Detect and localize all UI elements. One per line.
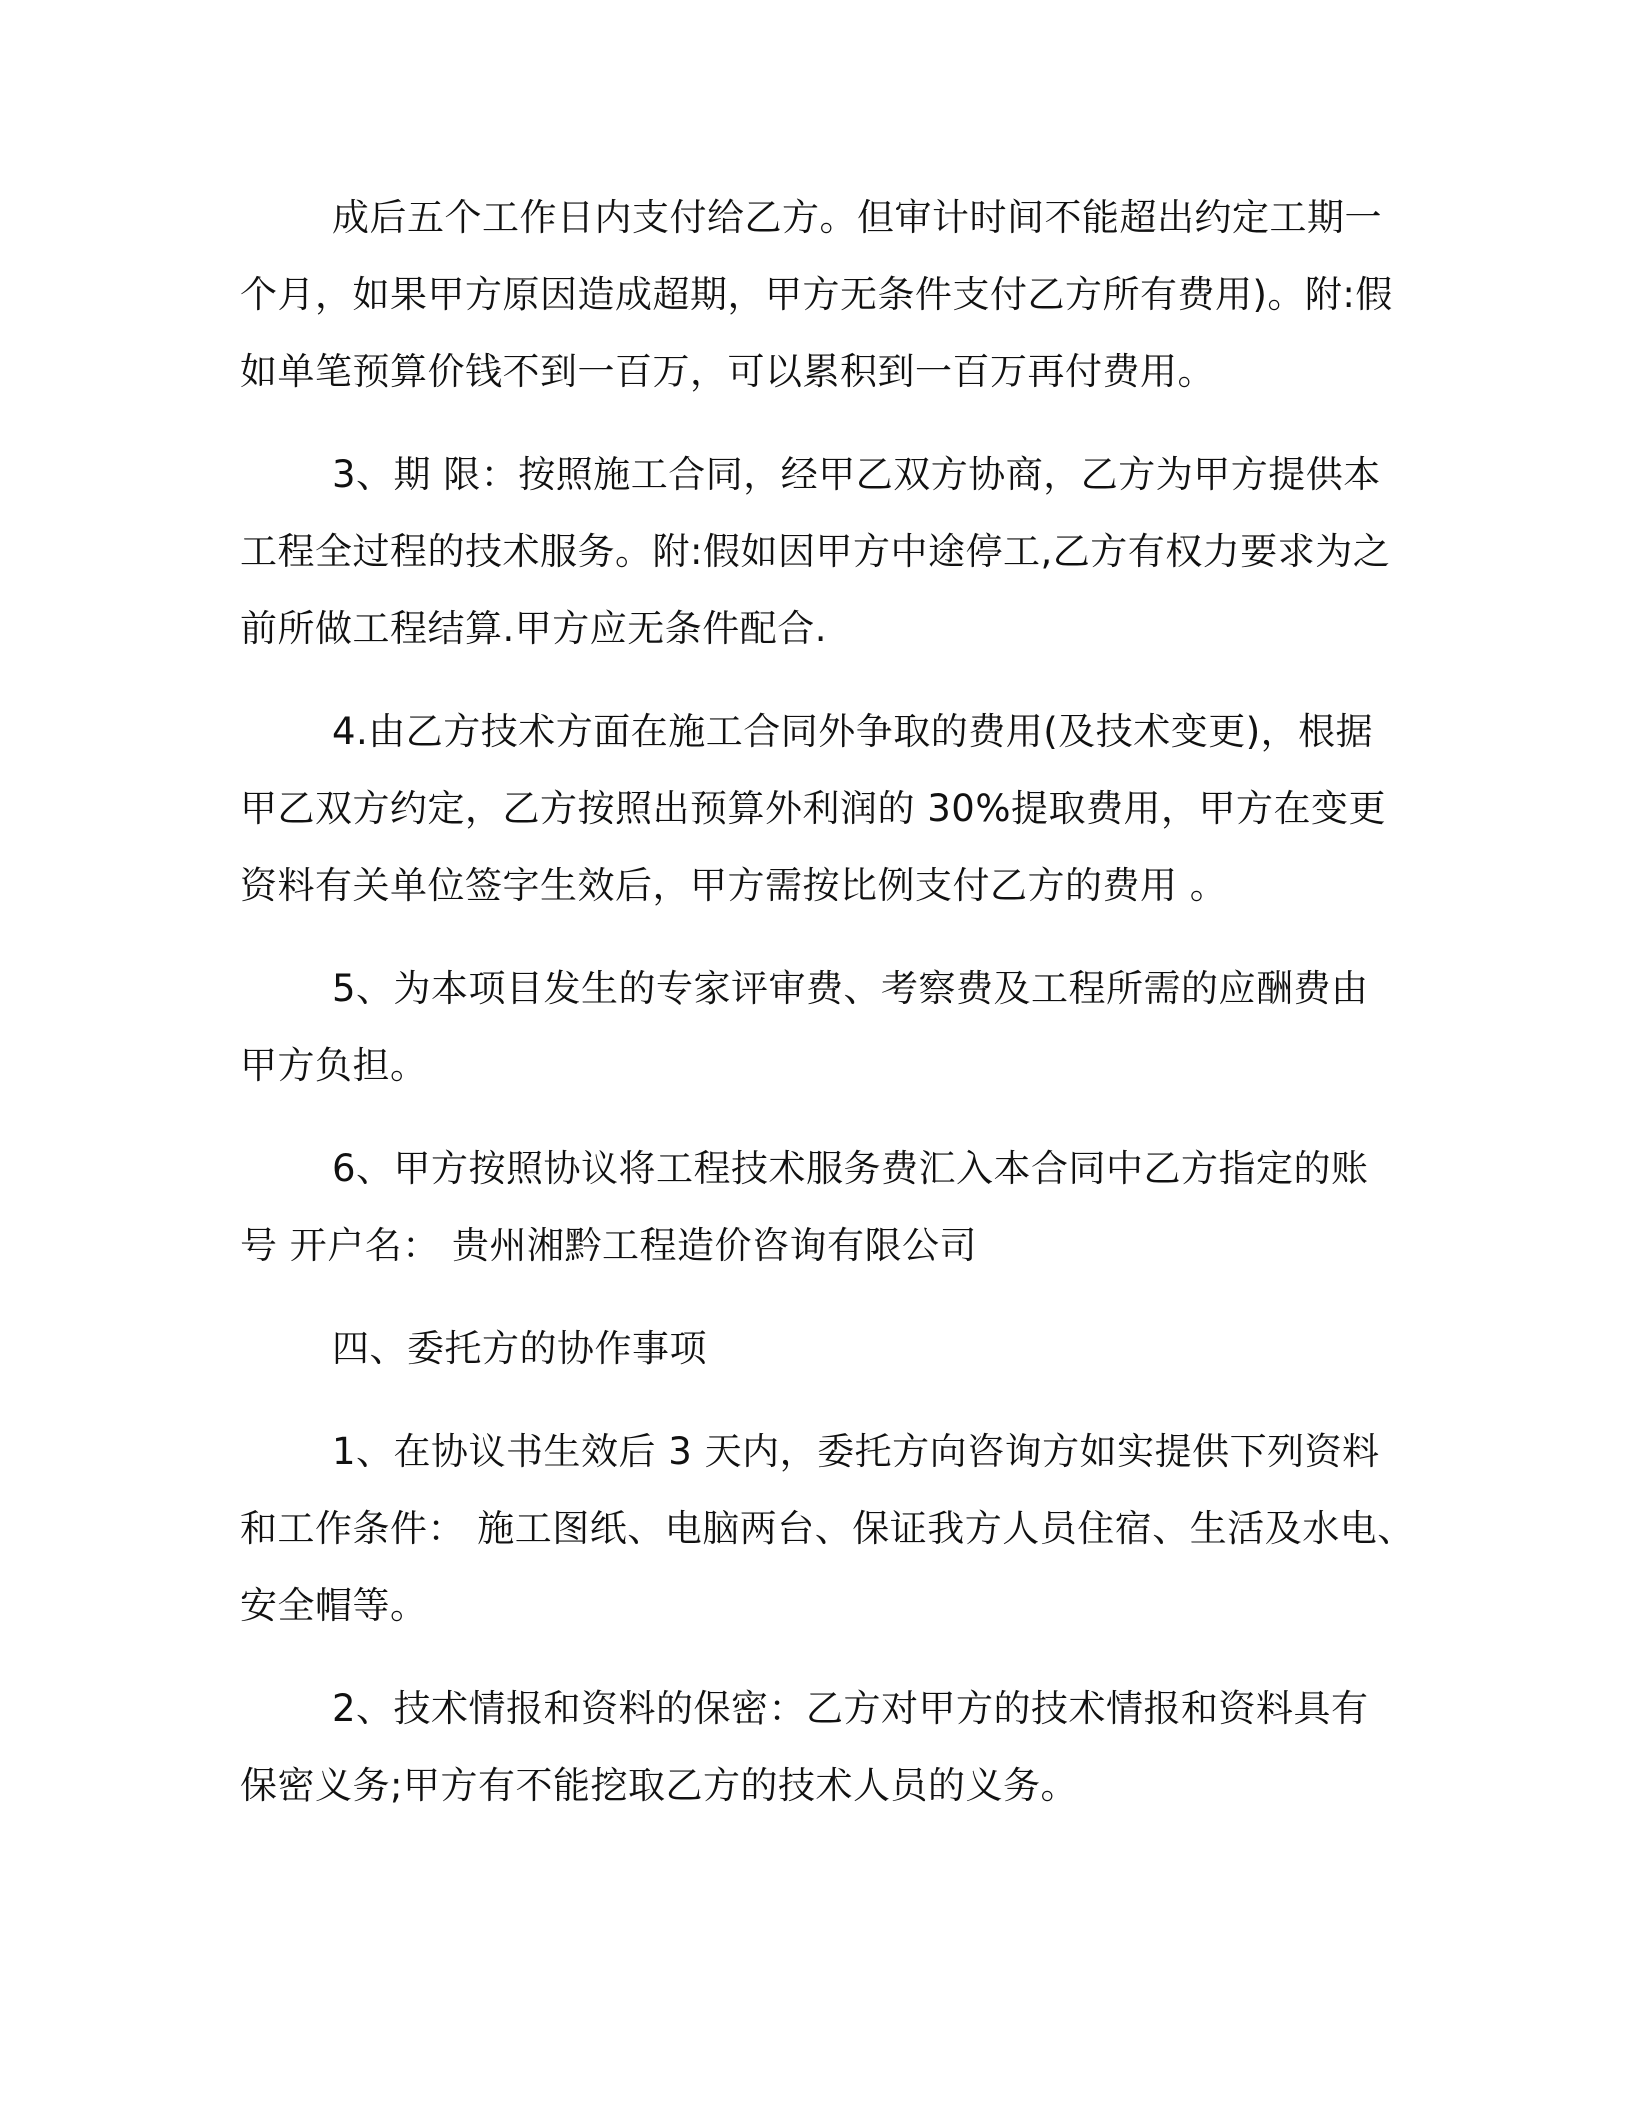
text-line: 4.由乙方技术方面在施工合同外争取的费用(及技术变更)，根据 xyxy=(332,710,1374,753)
text-line: 成后五个工作日内支付给乙方。但审计时间不能超出约定工期一 xyxy=(332,196,1382,239)
text-line: 安全帽等。 xyxy=(240,1584,428,1627)
text-line: 保密义务;甲方有不能挖取乙方的技术人员的义务。 xyxy=(240,1764,1078,1807)
text-line: 5、为本项目发生的专家评审费、考察费及工程所需的应酬费由 xyxy=(332,967,1369,1010)
text-line: 资料有关单位签字生效后，甲方需按比例支付乙方的费用 。 xyxy=(240,864,1228,907)
text-line: 如单笔预算价钱不到一百万，可以累积到一百万再付费用。 xyxy=(240,350,1215,393)
text-line: 1、在协议书生效后 3 天内，委托方向咨询方如实提供下列资料 xyxy=(332,1430,1380,1473)
text-line: 工程全过程的技术服务。附:假如因甲方中途停工,乙方有权力要求为之 xyxy=(240,530,1391,573)
text-line: 2、技术情报和资料的保密：乙方对甲方的技术情报和资料具有 xyxy=(332,1687,1369,1730)
text-line: 和工作条件： 施工图纸、电脑两台、保证我方人员住宿、生活及水电、 xyxy=(240,1507,1415,1550)
text-line: 甲乙双方约定，乙方按照出预算外利润的 30%提取费用，甲方在变更 xyxy=(240,787,1386,830)
text-line: 3、期 限：按照施工合同，经甲乙双方协商，乙方为甲方提供本 xyxy=(332,453,1381,496)
text-line: 号 开户名： 贵州湘黔工程造价咨询有限公司 xyxy=(240,1224,978,1267)
text-line: 个月，如果甲方原因造成超期，甲方无条件支付乙方所有费用)。附:假 xyxy=(240,273,1393,316)
text-line: 6、甲方按照协议将工程技术服务费汇入本合同中乙方指定的账 xyxy=(332,1147,1369,1190)
text-line: 前所做工程结算.甲方应无条件配合. xyxy=(240,607,828,650)
text-line: 甲方负担。 xyxy=(240,1044,428,1087)
section-heading: 四、委托方的协作事项 xyxy=(332,1327,707,1370)
